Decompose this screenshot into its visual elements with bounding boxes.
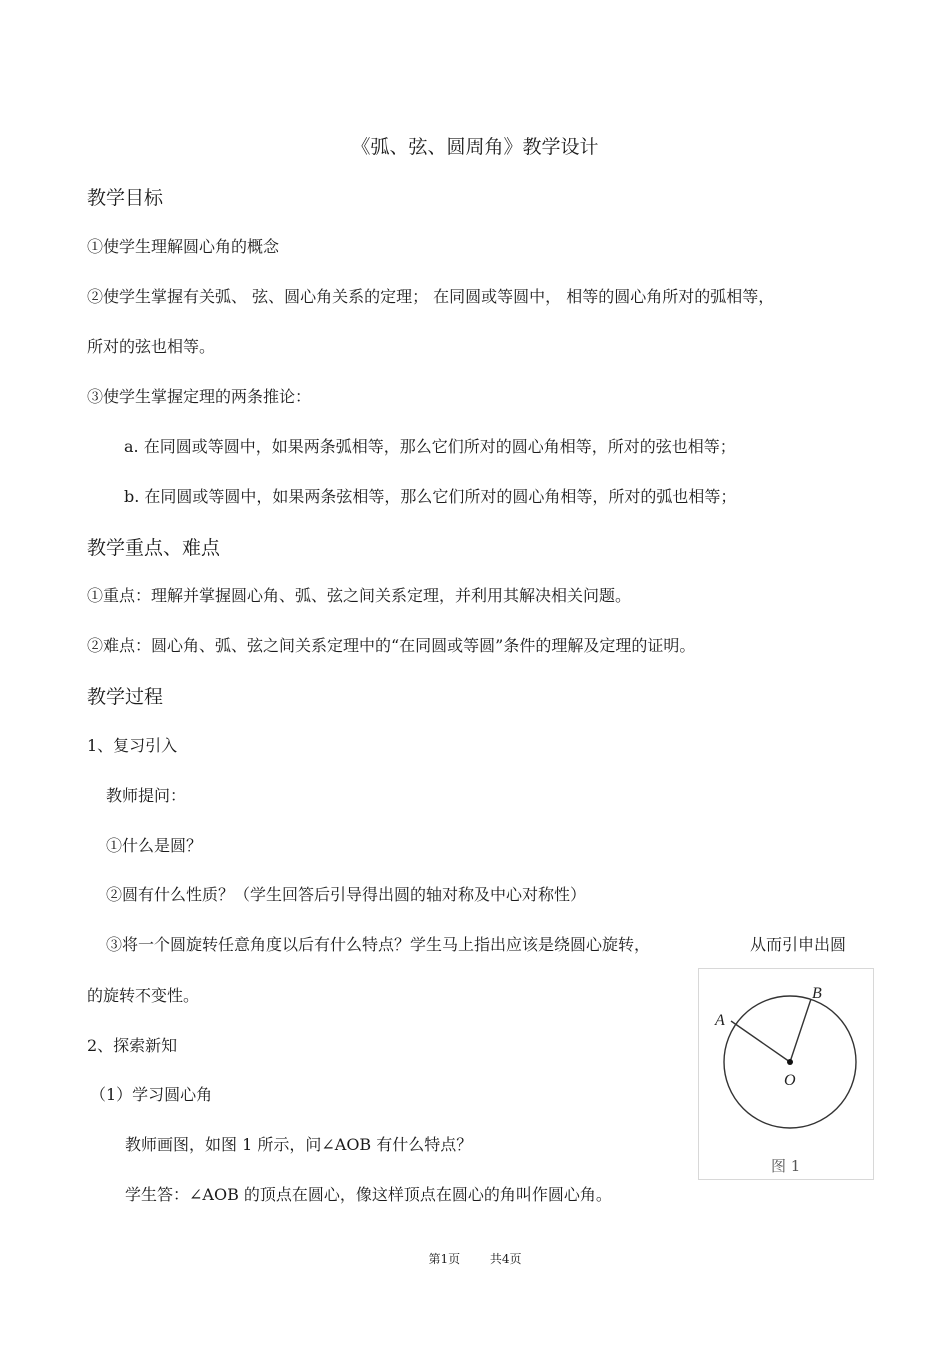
- question-3-line2: 的旋转不变性。: [87, 986, 200, 1005]
- step-1: 1、复习引入: [87, 736, 178, 755]
- question-3-part1: ③将一个圆旋转任意角度以后有什么特点？学生马上指出应该是绕圆心旋转，: [106, 935, 651, 954]
- question-1: ①什么是圆？: [106, 836, 203, 855]
- figure-caption: 图 1: [771, 1157, 801, 1175]
- heading-process: 教学过程: [87, 686, 164, 708]
- question-2: ②圆有什么性质？（学生回答后引导得出圆的轴对称及中心对称性）: [106, 885, 587, 904]
- label-a: A: [715, 1012, 725, 1029]
- objective-1: ①使学生理解圆心角的概念: [87, 237, 280, 256]
- radius-ob: [790, 999, 811, 1062]
- circle-diagram: [699, 969, 873, 1179]
- page-number: 第1页: [428, 1252, 461, 1266]
- teacher-question-label: 教师提问：: [106, 786, 187, 805]
- corollary-a: a. 在同圆或等圆中，如果两条弧相等，那么它们所对的圆心角相等，所对的弦也相等；: [124, 437, 736, 456]
- drawing-instruction: 教师画图，如图 1 所示，问∠AOB 有什么特点？: [125, 1135, 473, 1154]
- objective-2-line1: ②使学生掌握有关弧、 弦、圆心角关系的定理； 在同圆或等圆中， 相等的圆心角所对的弧相等，: [87, 287, 775, 306]
- document-title: 《弧、弦、圆周角》教学设计: [351, 136, 599, 158]
- radius-oa: [731, 1021, 790, 1062]
- page-total: 共4页: [489, 1252, 522, 1266]
- step-2: 2、探索新知: [87, 1036, 178, 1055]
- objective-2-line2: 所对的弦也相等。: [87, 337, 216, 356]
- figure-1: [698, 968, 874, 1180]
- student-answer: 学生答：∠AOB 的顶点在圆心，像这样顶点在圆心的角叫作圆心角。: [125, 1185, 612, 1204]
- objective-3: ③使学生掌握定理的两条推论：: [87, 387, 312, 406]
- page-footer: [0, 1250, 950, 1267]
- key-point-1: ①重点：理解并掌握圆心角、弧、弦之间关系定理，并利用其解决相关问题。: [87, 586, 632, 605]
- question-3-part2: 从而引申出圆: [750, 935, 847, 954]
- label-b: B: [812, 985, 822, 1002]
- heading-objectives: 教学目标: [87, 187, 164, 209]
- key-point-2: ②难点：圆心角、弧、弦之间关系定理中的“在同圆或等圆”条件的理解及定理的证明。: [87, 636, 696, 655]
- corollary-b: b. 在同圆或等圆中，如果两条弦相等，那么它们所对的圆心角相等，所对的弧也相等；: [124, 487, 737, 506]
- label-o: O: [784, 1072, 796, 1089]
- sub-step-1: （1）学习圆心角: [90, 1085, 213, 1104]
- heading-key-points: 教学重点、难点: [87, 537, 221, 559]
- center-point: [787, 1059, 793, 1065]
